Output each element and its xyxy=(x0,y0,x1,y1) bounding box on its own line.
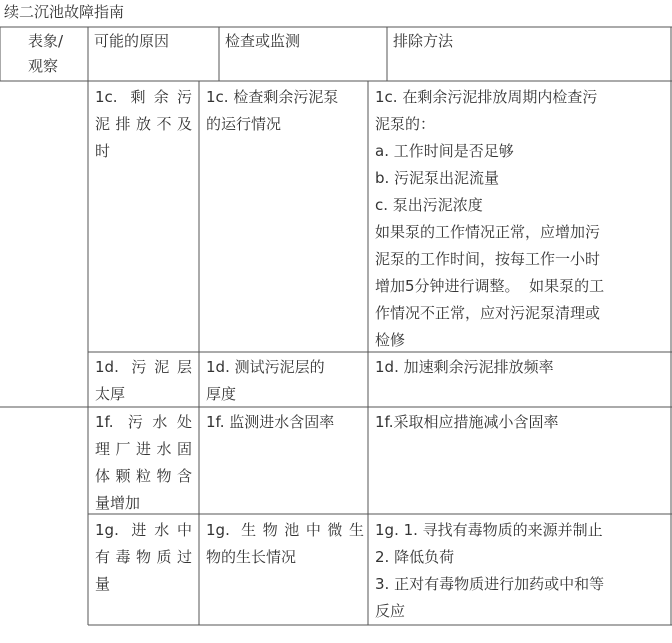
remedy-line: 2. 降低负荷 xyxy=(375,548,455,566)
cause-line: 体颗粒物含 xyxy=(95,467,192,485)
row-1f-cause xyxy=(95,409,192,517)
header-check: 检查或监测 xyxy=(225,32,301,50)
remedy-line: b. 污泥泵出泥流量 xyxy=(375,169,500,187)
check-line: 1f. 监测进水含固率 xyxy=(206,413,335,431)
remedy-line: 增加5分钟进行调整。 如果泵的工 xyxy=(375,277,605,295)
remedy-line: 1d. 加速剩余污泥排放频率 xyxy=(375,358,554,376)
cause-line: 1c. 剩余污 xyxy=(95,88,192,106)
cause-line: 1d. 污泥层 xyxy=(95,358,192,376)
remedy-line: 反应 xyxy=(375,602,406,620)
row-1d-cause xyxy=(95,354,192,408)
row-1g-check xyxy=(206,517,364,571)
row-1g-cause xyxy=(95,517,192,598)
row-1g-remedy xyxy=(375,517,667,625)
remedy-line: 作情况不正常，应对污泥泵清理或 xyxy=(375,304,601,322)
cause-line: 1g. 进水中 xyxy=(95,521,192,539)
remedy-line: c. 泵出污泥浓度 xyxy=(375,196,483,214)
cause-line: 量增加 xyxy=(95,494,141,512)
cause-line: 量 xyxy=(95,575,111,593)
row-1d-check xyxy=(206,354,364,408)
remedy-line: 如果泵的工作情况正常，应增加污 xyxy=(375,223,601,241)
header-symptom xyxy=(28,29,86,79)
check-line: 1c. 检查剩余污泥泵 xyxy=(206,88,339,106)
cause-line: 泥排放不及 xyxy=(95,115,192,133)
row-1f-remedy xyxy=(375,409,667,436)
cause-line: 时 xyxy=(95,142,111,160)
header-remedy: 排除方法 xyxy=(393,32,454,50)
cause-line: 1f. 污水处 xyxy=(95,413,192,431)
remedy-line: 泥泵的： xyxy=(375,115,436,133)
table-caption: 续二沉池故障指南 xyxy=(4,3,125,21)
row-1d-remedy xyxy=(375,354,667,381)
remedy-line: 泥泵的工作时间，按每工作一小时 xyxy=(375,250,601,268)
row-1c-remedy xyxy=(375,84,667,354)
check-line: 1d. 测试污泥层的 xyxy=(206,358,325,376)
row-1c-cause xyxy=(95,84,192,165)
check-line: 物的生长情况 xyxy=(206,548,297,566)
cause-line: 太厚 xyxy=(95,385,126,403)
check-line: 1g. 生物池中微生 xyxy=(206,521,364,539)
remedy-line: 3. 正对有毒物质进行加药或中和等 xyxy=(375,575,605,593)
header-cause: 可能的原因 xyxy=(94,32,170,50)
cause-line: 有毒物质过 xyxy=(95,548,192,566)
cause-line: 理厂进水固 xyxy=(95,440,192,458)
row-1f-check xyxy=(206,409,364,436)
check-line: 厚度 xyxy=(206,385,237,403)
header-symptom-line: 观察 xyxy=(28,57,59,75)
remedy-line: a. 工作时间是否足够 xyxy=(375,142,514,160)
remedy-line: 1g. 1. 寻找有毒物质的来源并制止 xyxy=(375,521,603,539)
row-1c-check xyxy=(206,84,364,138)
remedy-line: 检修 xyxy=(375,331,406,349)
remedy-line: 1f.采取相应措施减小含固率 xyxy=(375,413,559,431)
check-line: 的运行情况 xyxy=(206,115,282,133)
remedy-line: 1c. 在剩余污泥排放周期内检查污 xyxy=(375,88,598,106)
header-symptom-line: 表象/ xyxy=(28,32,64,50)
